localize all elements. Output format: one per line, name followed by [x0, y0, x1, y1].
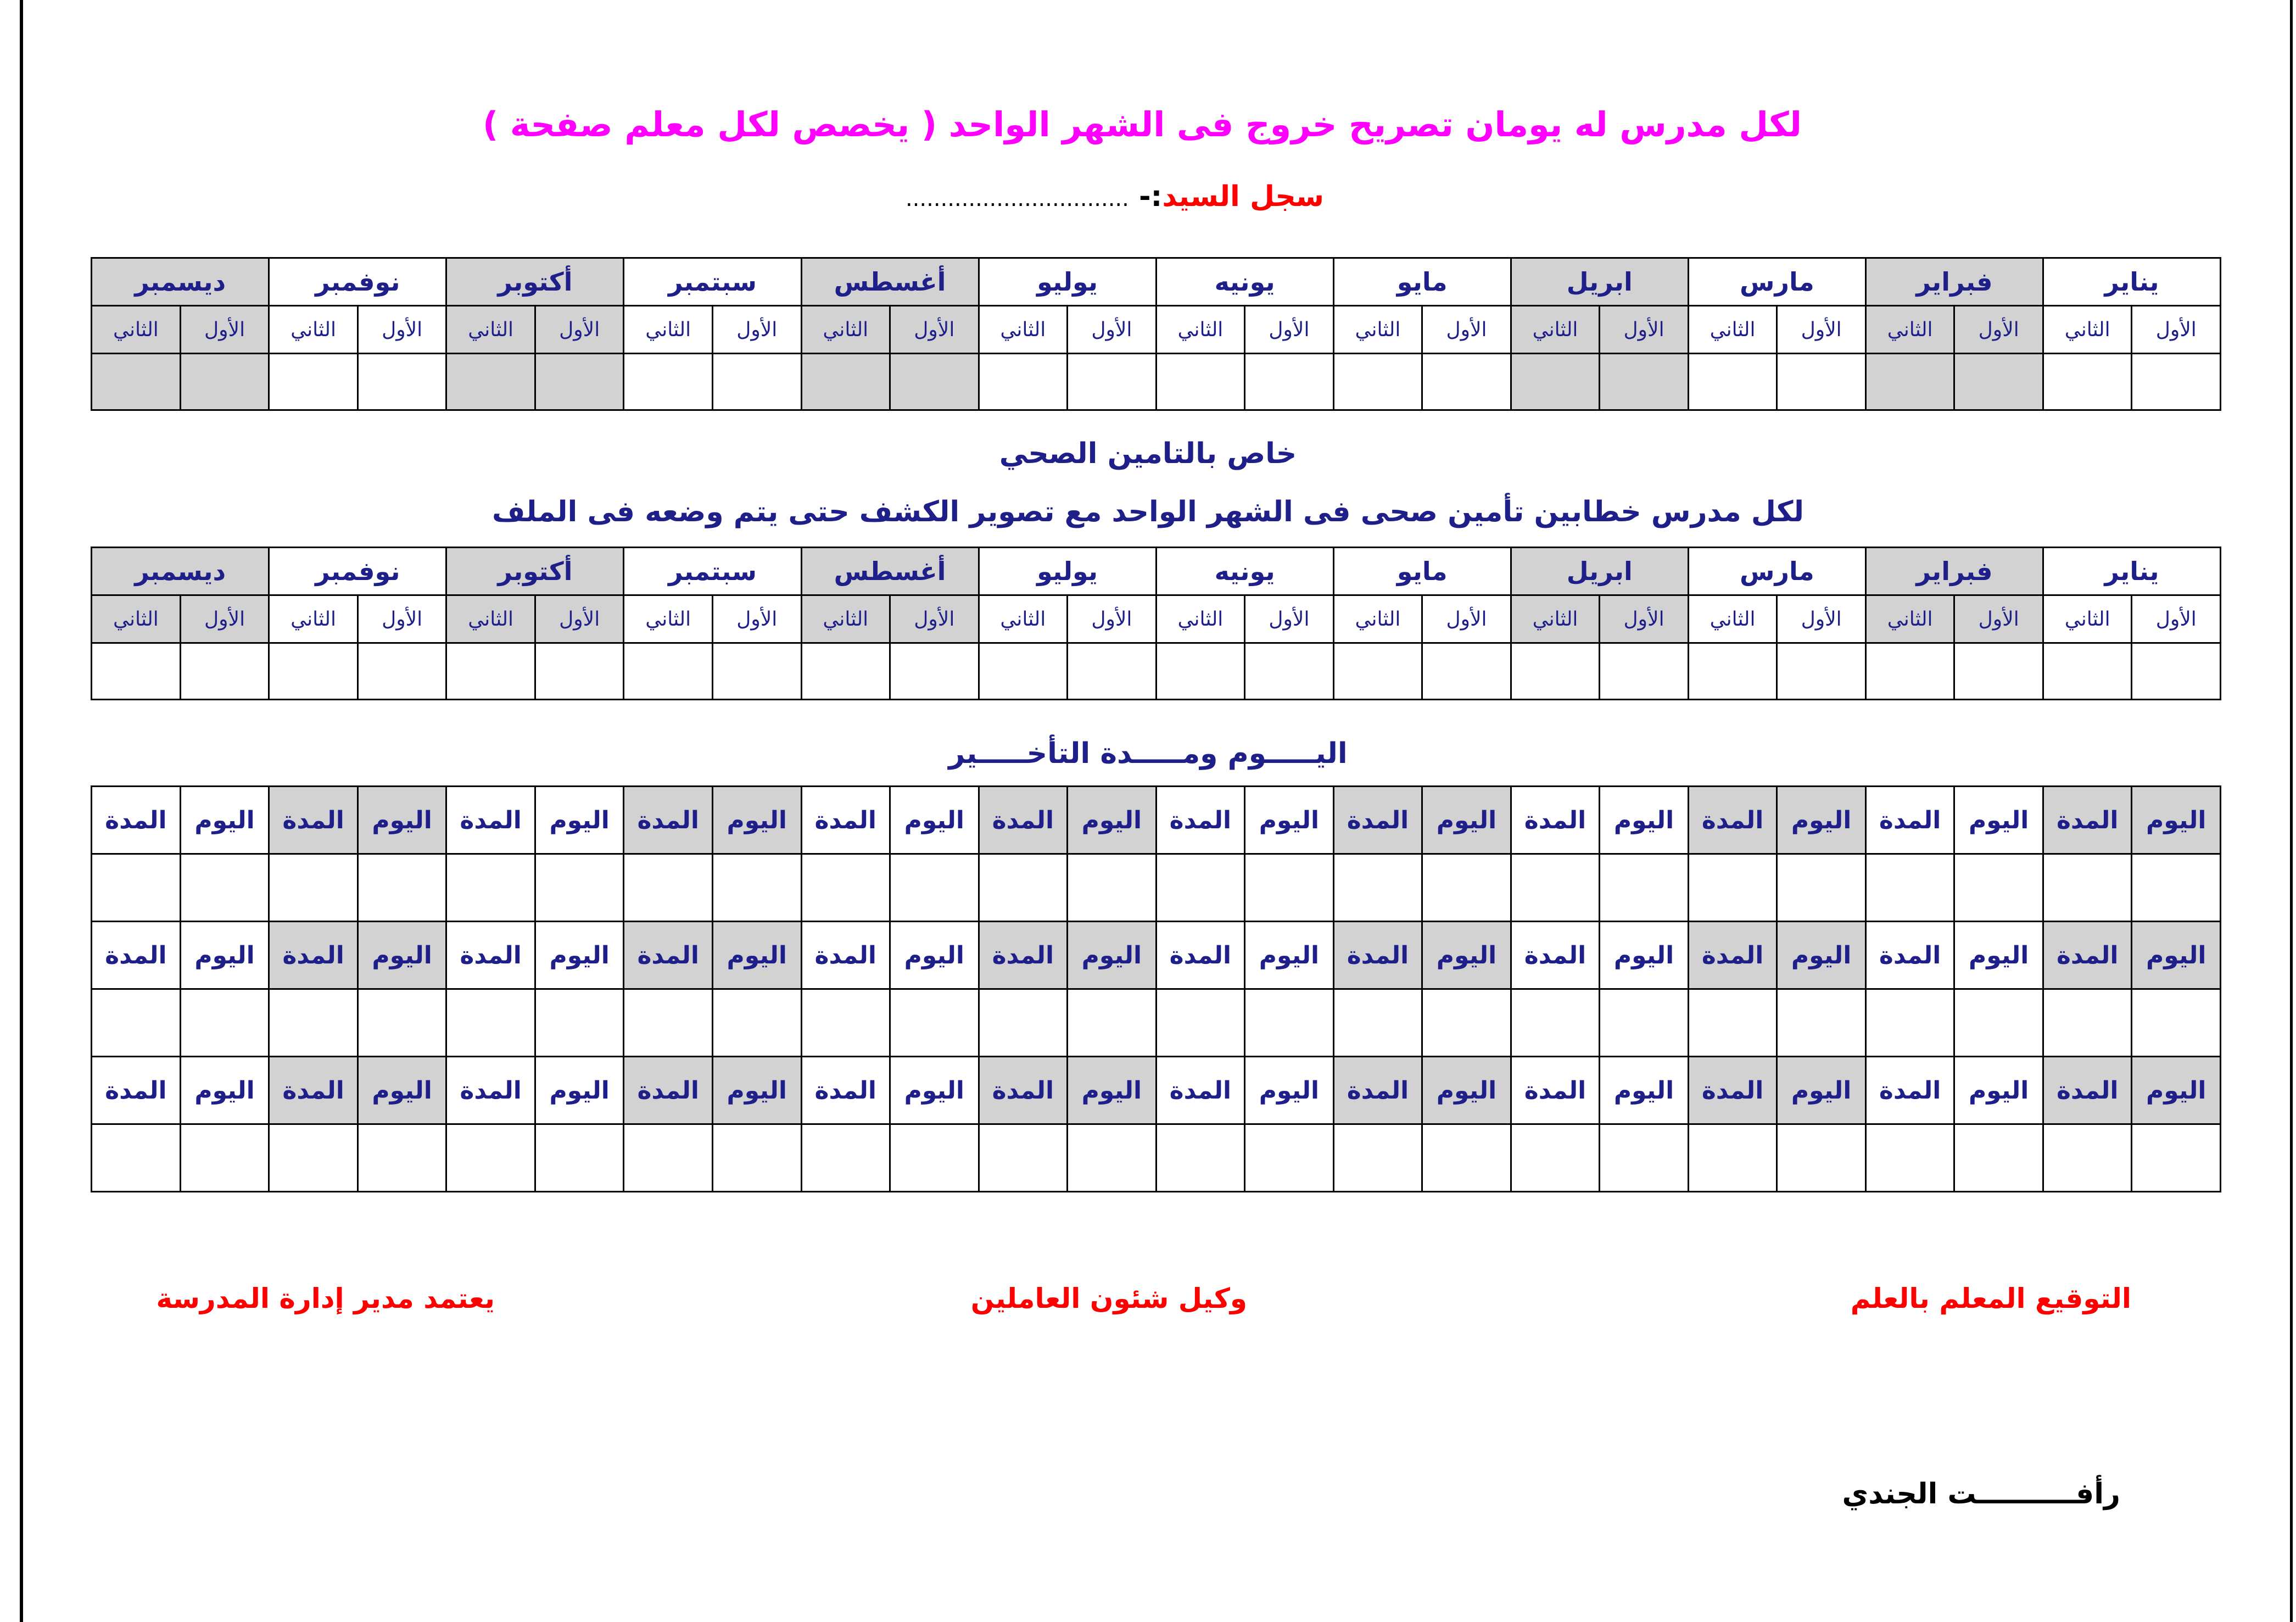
- delay-day-label: اليوم: [1777, 1057, 1866, 1124]
- delay-day-label: اليوم: [712, 922, 801, 989]
- sub-header-first: الأول: [890, 306, 979, 354]
- entry-cell: [180, 354, 269, 410]
- sub-header-second: الثاني: [446, 306, 535, 354]
- delay-entry-cell: [180, 854, 269, 922]
- entry-cell: [1954, 643, 2043, 700]
- delay-heading: اليـــــوم ومـــــدة التأخـــــير: [948, 737, 1348, 770]
- sub-header-first: الأول: [2132, 595, 2221, 643]
- record-dots: ................................: [905, 186, 1129, 211]
- sub-header-second: الثاني: [1333, 595, 1422, 643]
- entry-cell: [1245, 354, 1334, 410]
- entry-cell: [1068, 354, 1157, 410]
- entry-cell: [92, 643, 181, 700]
- month-header: ديسمبر: [92, 258, 269, 306]
- delay-entry-cell: [1954, 854, 2043, 922]
- entry-cell: [801, 354, 890, 410]
- delay-duration-label: المدة: [2043, 922, 2132, 989]
- delay-entry-cell: [801, 989, 890, 1057]
- sub-header-second: الثاني: [979, 306, 1068, 354]
- delay-duration-label: المدة: [801, 1057, 890, 1124]
- month-header: يوليو: [979, 548, 1156, 595]
- sub-header-first: الأول: [890, 595, 979, 643]
- delay-entry-cell: [1156, 1124, 1245, 1192]
- sub-header-second: الثاني: [269, 306, 358, 354]
- delay-entry-cell: [1777, 989, 1866, 1057]
- delay-table: [91, 785, 2221, 1192]
- delay-duration-label: المدة: [269, 787, 358, 854]
- sub-header-second: الثاني: [1865, 595, 1954, 643]
- delay-day-label: اليوم: [535, 787, 624, 854]
- delay-duration-label: المدة: [624, 787, 713, 854]
- delay-entry-cell: [801, 854, 890, 922]
- entry-cell: [2043, 354, 2132, 410]
- delay-entry-cell: [1688, 989, 1777, 1057]
- delay-day-label: اليوم: [1068, 787, 1157, 854]
- delay-entry-cell: [1600, 1124, 1689, 1192]
- sub-header-first: الأول: [180, 306, 269, 354]
- delay-entry-cell: [979, 854, 1068, 922]
- delay-entry-cell: [1688, 854, 1777, 922]
- entry-cell: [1333, 643, 1422, 700]
- entry-cell: [979, 643, 1068, 700]
- delay-entry-cell: [446, 854, 535, 922]
- sub-header-second: الثاني: [801, 595, 890, 643]
- delay-duration-label: المدة: [979, 922, 1068, 989]
- delay-duration-label: المدة: [1511, 787, 1600, 854]
- delay-day-label: اليوم: [180, 787, 269, 854]
- insurance-table: [91, 547, 2221, 700]
- delay-entry-cell: [1511, 989, 1600, 1057]
- delay-entry-cell: [1156, 989, 1245, 1057]
- entry-cell: [1156, 643, 1245, 700]
- delay-duration-label: المدة: [1333, 922, 1422, 989]
- month-header: ابريل: [1511, 548, 1688, 595]
- signature-agent: وكيل شئون العاملين: [970, 1283, 1247, 1314]
- delay-day-label: اليوم: [890, 1057, 979, 1124]
- entry-cell: [535, 354, 624, 410]
- delay-entry-cell: [535, 989, 624, 1057]
- delay-day-label: اليوم: [357, 1057, 446, 1124]
- delay-duration-label: المدة: [1865, 1057, 1954, 1124]
- month-header: سبتمبر: [624, 258, 801, 306]
- month-header: يونيه: [1156, 548, 1333, 595]
- delay-day-label: اليوم: [180, 922, 269, 989]
- delay-duration-label: المدة: [2043, 787, 2132, 854]
- left-border-line: [20, 0, 23, 1622]
- delay-day-label: اليوم: [712, 787, 801, 854]
- delay-duration-label: المدة: [1156, 787, 1245, 854]
- entry-cell: [712, 643, 801, 700]
- delay-entry-cell: [624, 1124, 713, 1192]
- delay-entry-cell: [1333, 854, 1422, 922]
- delay-entry-cell: [979, 1124, 1068, 1192]
- delay-entry-cell: [2132, 989, 2221, 1057]
- month-header: مايو: [1333, 258, 1511, 306]
- month-header: نوفمبر: [269, 258, 446, 306]
- delay-day-label: اليوم: [1600, 787, 1689, 854]
- month-header: أغسطس: [801, 258, 979, 306]
- delay-day-label: اليوم: [890, 787, 979, 854]
- insurance-subheading: لكل مدرس خطابين تأمين صحى فى الشهر الواحد مع تصوير الكشف حتى يتم وضعه فى الملف: [491, 495, 1805, 528]
- sub-header-second: الثاني: [1688, 595, 1777, 643]
- entry-cell: [801, 643, 890, 700]
- sub-header-second: الثاني: [1156, 595, 1245, 643]
- sub-header-second: الثاني: [92, 306, 181, 354]
- entry-cell: [357, 354, 446, 410]
- delay-entry-cell: [92, 1124, 181, 1192]
- delay-entry-cell: [624, 989, 713, 1057]
- delay-entry-cell: [801, 1124, 890, 1192]
- author-name: رأفــــــــــت الجندي: [1842, 1478, 2120, 1510]
- delay-entry-cell: [1865, 854, 1954, 922]
- delay-entry-cell: [1245, 1124, 1334, 1192]
- entry-cell: [2132, 643, 2221, 700]
- delay-duration-label: المدة: [1511, 922, 1600, 989]
- delay-entry-cell: [180, 1124, 269, 1192]
- signature-teacher: التوقيع المعلم بالعلم: [1850, 1283, 2131, 1314]
- delay-entry-cell: [357, 1124, 446, 1192]
- entry-cell: [92, 354, 181, 410]
- sub-header-first: الأول: [1954, 306, 2043, 354]
- delay-entry-cell: [2043, 989, 2132, 1057]
- delay-duration-label: المدة: [1511, 1057, 1600, 1124]
- delay-entry-cell: [1865, 989, 1954, 1057]
- delay-entry-cell: [2132, 1124, 2221, 1192]
- entry-cell: [890, 643, 979, 700]
- sub-header-first: الأول: [712, 595, 801, 643]
- entry-cell: [1422, 354, 1511, 410]
- delay-duration-label: المدة: [1688, 922, 1777, 989]
- delay-entry-cell: [1422, 989, 1511, 1057]
- delay-entry-cell: [2043, 854, 2132, 922]
- signature-principal: يعتمد مدير إدارة المدرسة: [156, 1283, 495, 1314]
- delay-duration-label: المدة: [979, 1057, 1068, 1124]
- delay-entry-cell: [890, 1124, 979, 1192]
- delay-entry-cell: [979, 989, 1068, 1057]
- delay-duration-label: المدة: [624, 1057, 713, 1124]
- delay-entry-cell: [446, 1124, 535, 1192]
- delay-day-label: اليوم: [2132, 1057, 2221, 1124]
- delay-day-label: اليوم: [1068, 1057, 1157, 1124]
- month-header: ديسمبر: [92, 548, 269, 595]
- month-header: سبتمبر: [624, 548, 801, 595]
- month-header: يناير: [2043, 548, 2220, 595]
- sub-header-first: الأول: [2132, 306, 2221, 354]
- sub-header-first: الأول: [357, 306, 446, 354]
- entry-cell: [1688, 354, 1777, 410]
- entry-cell: [1865, 354, 1954, 410]
- delay-day-label: اليوم: [1422, 1057, 1511, 1124]
- sub-header-first: الأول: [1600, 595, 1689, 643]
- sub-header-first: الأول: [1245, 595, 1334, 643]
- sub-header-first: الأول: [1777, 595, 1866, 643]
- delay-entry-cell: [92, 989, 181, 1057]
- delay-entry-cell: [1422, 854, 1511, 922]
- delay-duration-label: المدة: [624, 922, 713, 989]
- delay-day-label: اليوم: [1777, 787, 1866, 854]
- sub-header-first: الأول: [535, 306, 624, 354]
- right-border-line: [2290, 0, 2293, 1622]
- delay-day-label: اليوم: [890, 922, 979, 989]
- sub-header-first: الأول: [357, 595, 446, 643]
- delay-day-label: اليوم: [1245, 1057, 1334, 1124]
- month-header: أكتوبر: [446, 258, 624, 306]
- sub-header-second: الثاني: [1688, 306, 1777, 354]
- delay-entry-cell: [1333, 989, 1422, 1057]
- delay-duration-label: المدة: [2043, 1057, 2132, 1124]
- entry-cell: [1156, 354, 1245, 410]
- record-label: سجل السيد: [1162, 180, 1325, 213]
- delay-duration-label: المدة: [269, 922, 358, 989]
- month-header: أغسطس: [801, 548, 979, 595]
- entry-cell: [1777, 354, 1866, 410]
- sub-header-second: الثاني: [624, 306, 713, 354]
- entry-cell: [1865, 643, 1954, 700]
- delay-entry-cell: [535, 1124, 624, 1192]
- delay-entry-cell: [446, 989, 535, 1057]
- month-header: مارس: [1688, 258, 1865, 306]
- delay-duration-label: المدة: [1688, 787, 1777, 854]
- delay-duration-label: المدة: [801, 922, 890, 989]
- exit-permit-table: [91, 257, 2221, 411]
- delay-entry-cell: [1422, 1124, 1511, 1192]
- entry-cell: [1777, 643, 1866, 700]
- delay-entry-cell: [357, 989, 446, 1057]
- sub-header-first: الأول: [712, 306, 801, 354]
- delay-entry-cell: [1245, 854, 1334, 922]
- delay-day-label: اليوم: [1245, 787, 1334, 854]
- month-header: أكتوبر: [446, 548, 624, 595]
- entry-cell: [2043, 643, 2132, 700]
- delay-day-label: اليوم: [1245, 922, 1334, 989]
- delay-entry-cell: [180, 989, 269, 1057]
- delay-day-label: اليوم: [1777, 922, 1866, 989]
- sub-header-first: الأول: [1245, 306, 1334, 354]
- delay-duration-label: المدة: [1156, 922, 1245, 989]
- insurance-heading: خاص بالتامين الصحي: [999, 437, 1297, 470]
- delay-duration-label: المدة: [269, 1057, 358, 1124]
- entry-cell: [624, 643, 713, 700]
- entry-cell: [180, 643, 269, 700]
- delay-duration-label: المدة: [979, 787, 1068, 854]
- entry-cell: [2132, 354, 2221, 410]
- entry-cell: [535, 643, 624, 700]
- sub-header-first: الأول: [1777, 306, 1866, 354]
- delay-entry-cell: [1068, 989, 1157, 1057]
- page-title: لكل مدرس له يومان تصريح خروج فى الشهر الواحد ( يخصص لكل معلم صفحة ): [482, 104, 1802, 144]
- month-header: يوليو: [979, 258, 1156, 306]
- sub-header-second: الثاني: [1333, 306, 1422, 354]
- sub-header-first: الأول: [1422, 306, 1511, 354]
- month-header: ابريل: [1511, 258, 1688, 306]
- delay-duration-label: المدة: [92, 787, 181, 854]
- sub-header-first: الأول: [535, 595, 624, 643]
- entry-cell: [890, 354, 979, 410]
- sub-header-second: الثاني: [2043, 306, 2132, 354]
- delay-day-label: اليوم: [1954, 787, 2043, 854]
- delay-entry-cell: [712, 989, 801, 1057]
- delay-entry-cell: [1954, 1124, 2043, 1192]
- sub-header-first: الأول: [1600, 306, 1689, 354]
- sub-header-first: الأول: [1954, 595, 2043, 643]
- month-header: يناير: [2043, 258, 2220, 306]
- entry-cell: [269, 643, 358, 700]
- delay-entry-cell: [269, 854, 358, 922]
- delay-entry-cell: [624, 854, 713, 922]
- delay-entry-cell: [535, 854, 624, 922]
- entry-cell: [446, 354, 535, 410]
- entry-cell: [624, 354, 713, 410]
- delay-duration-label: المدة: [446, 1057, 535, 1124]
- delay-day-label: اليوم: [2132, 787, 2221, 854]
- delay-entry-cell: [1511, 854, 1600, 922]
- delay-entry-cell: [712, 1124, 801, 1192]
- delay-entry-cell: [1068, 1124, 1157, 1192]
- sub-header-second: الثاني: [979, 595, 1068, 643]
- delay-day-label: اليوم: [357, 922, 446, 989]
- sub-header-second: الثاني: [269, 595, 358, 643]
- delay-day-label: اليوم: [1422, 787, 1511, 854]
- entry-cell: [1422, 643, 1511, 700]
- sub-header-second: الثاني: [2043, 595, 2132, 643]
- record-line: [824, 180, 1406, 213]
- delay-entry-cell: [1600, 989, 1689, 1057]
- delay-duration-label: المدة: [1865, 922, 1954, 989]
- delay-day-label: اليوم: [535, 922, 624, 989]
- entry-cell: [979, 354, 1068, 410]
- delay-entry-cell: [1245, 989, 1334, 1057]
- sub-header-second: الثاني: [1865, 306, 1954, 354]
- sub-header-second: الثاني: [1156, 306, 1245, 354]
- entry-cell: [1333, 354, 1422, 410]
- delay-day-label: اليوم: [357, 787, 446, 854]
- entry-cell: [712, 354, 801, 410]
- delay-duration-label: المدة: [92, 922, 181, 989]
- delay-entry-cell: [712, 854, 801, 922]
- entry-cell: [357, 643, 446, 700]
- delay-entry-cell: [92, 854, 181, 922]
- sub-header-second: الثاني: [1511, 306, 1600, 354]
- entry-cell: [1511, 354, 1600, 410]
- delay-duration-label: المدة: [446, 787, 535, 854]
- sub-header-second: الثاني: [1511, 595, 1600, 643]
- delay-duration-label: المدة: [1688, 1057, 1777, 1124]
- entry-cell: [446, 643, 535, 700]
- delay-duration-label: المدة: [1333, 787, 1422, 854]
- delay-entry-cell: [269, 989, 358, 1057]
- delay-entry-cell: [890, 854, 979, 922]
- delay-entry-cell: [1600, 854, 1689, 922]
- sub-header-first: الأول: [180, 595, 269, 643]
- sub-header-second: الثاني: [92, 595, 181, 643]
- delay-entry-cell: [269, 1124, 358, 1192]
- delay-duration-label: المدة: [446, 922, 535, 989]
- sub-header-first: الأول: [1068, 595, 1157, 643]
- delay-entry-cell: [890, 989, 979, 1057]
- entry-cell: [1600, 643, 1689, 700]
- delay-duration-label: المدة: [1156, 1057, 1245, 1124]
- delay-entry-cell: [1777, 1124, 1866, 1192]
- delay-duration-label: المدة: [92, 1057, 181, 1124]
- entry-cell: [1068, 643, 1157, 700]
- sub-header-first: الأول: [1068, 306, 1157, 354]
- delay-entry-cell: [2043, 1124, 2132, 1192]
- delay-day-label: اليوم: [1600, 1057, 1689, 1124]
- delay-entry-cell: [1688, 1124, 1777, 1192]
- delay-day-label: اليوم: [535, 1057, 624, 1124]
- delay-entry-cell: [1068, 854, 1157, 922]
- delay-day-label: اليوم: [180, 1057, 269, 1124]
- delay-day-label: اليوم: [1600, 922, 1689, 989]
- entry-cell: [269, 354, 358, 410]
- delay-day-label: اليوم: [1954, 1057, 2043, 1124]
- delay-entry-cell: [1865, 1124, 1954, 1192]
- delay-entry-cell: [1156, 854, 1245, 922]
- sub-header-second: الثاني: [624, 595, 713, 643]
- month-header: نوفمبر: [269, 548, 446, 595]
- month-header: مايو: [1333, 548, 1511, 595]
- delay-entry-cell: [1333, 1124, 1422, 1192]
- delay-entry-cell: [1511, 1124, 1600, 1192]
- delay-entry-cell: [2132, 854, 2221, 922]
- sub-header-first: الأول: [1422, 595, 1511, 643]
- entry-cell: [1511, 643, 1600, 700]
- entry-cell: [1954, 354, 2043, 410]
- delay-day-label: اليوم: [1954, 922, 2043, 989]
- month-header: مارس: [1688, 548, 1865, 595]
- delay-duration-label: المدة: [1865, 787, 1954, 854]
- month-header: فبراير: [1865, 258, 2043, 306]
- delay-duration-label: المدة: [801, 787, 890, 854]
- delay-day-label: اليوم: [1068, 922, 1157, 989]
- entry-cell: [1688, 643, 1777, 700]
- delay-day-label: اليوم: [1422, 922, 1511, 989]
- sub-header-second: الثاني: [801, 306, 890, 354]
- entry-cell: [1245, 643, 1334, 700]
- month-header: فبراير: [1865, 548, 2043, 595]
- month-header: يونيه: [1156, 258, 1333, 306]
- delay-day-label: اليوم: [712, 1057, 801, 1124]
- entry-cell: [1600, 354, 1689, 410]
- delay-day-label: اليوم: [2132, 922, 2221, 989]
- delay-duration-label: المدة: [1333, 1057, 1422, 1124]
- delay-entry-cell: [357, 854, 446, 922]
- delay-entry-cell: [1954, 989, 2043, 1057]
- record-suffix: :-: [1138, 180, 1163, 213]
- delay-entry-cell: [1777, 854, 1866, 922]
- sub-header-second: الثاني: [446, 595, 535, 643]
